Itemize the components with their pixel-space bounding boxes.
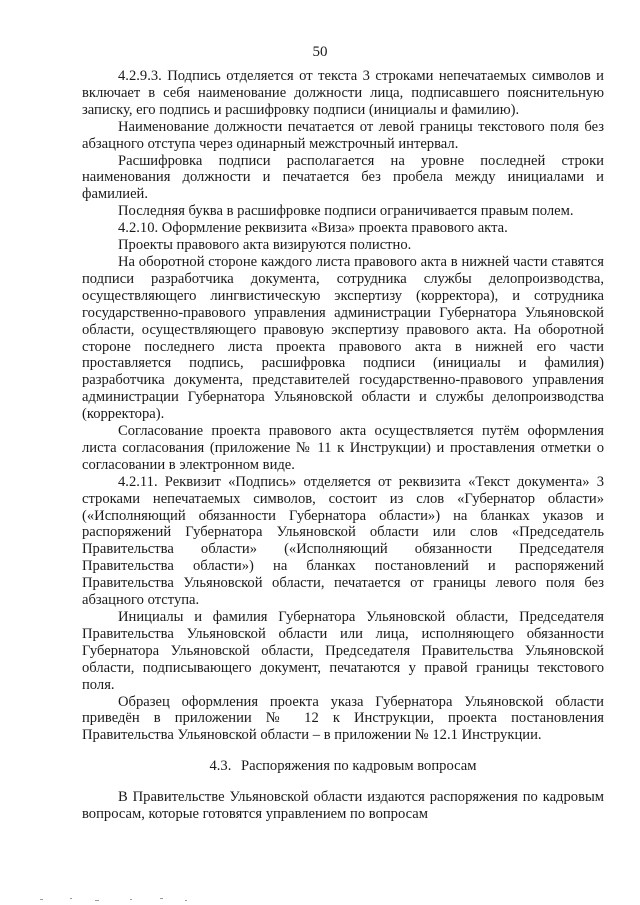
paragraph-4-2-10: 4.2.10. Оформление реквизита «Виза» проекта правового акта. bbox=[118, 220, 508, 237]
paragraph-sample-reference: Образец оформления проекта указа Губернатора Ульяновской области приведён в приложении № 12 к Инструкции, проекта постановления Правительства Ульяновской области – в приложении № 12.1 Инструкции. bbox=[82, 693, 604, 744]
paragraph-initials-surname: Инициалы и фамилия Губернатора Ульяновской области, Председателя Правительства Ульяновской области или лица, исполняющего обязанности Губернатора Ульяновской области, Председателя Правительства Ульяновской области, подписывающего документ, печатаются у правой границы текстового поля. bbox=[82, 609, 604, 693]
paragraph-approval-sheet: Согласование проекта правового акта осуществляется путём оформления листа согласования (приложение № 11 к Инструкции) и проставления отметки о согласовании в электронном виде. bbox=[82, 423, 604, 473]
scan-edge-specks bbox=[0, 893, 640, 905]
section-number: 4.3. bbox=[209, 758, 232, 775]
section-heading bbox=[82, 758, 604, 775]
paragraph-last-letter: Последняя буква в расшифровке подписи ограничивается правым полем. bbox=[118, 203, 574, 220]
section-title: Распоряжения по кадровым вопросам bbox=[241, 758, 477, 775]
page-number: 50 bbox=[312, 44, 328, 60]
paragraph-personnel-orders: В Правительстве Ульяновской области издаются распоряжения по кадровым вопросам, которые готовятся управлением по вопросам bbox=[82, 789, 604, 823]
paragraph-4-2-9-3: 4.2.9.3. Подпись отделяется от текста 3 строками непечатаемых символов и включает в себя наименование должности лица, подписавшего пояснительную записку, его подпись и расшифровку подписи (инициалы и фамилию). bbox=[82, 68, 604, 118]
paragraph-visa-per-sheet: Проекты правового акта визируются полистно. bbox=[118, 237, 412, 254]
paragraph-position-title: Наименование должности печатается от левой границы текстового поля без абзацного отступа через одинарный межстрочный интервал. bbox=[82, 118, 604, 152]
paragraph-4-2-11: 4.2.11. Реквизит «Подпись» отделяется от реквизита «Текст документа» 3 строками непечатаемых символов, состоит из слов «Губернатор области» («Исполняющий обязанности Губернатора области») на бланках указов и распоряжений Губернатора Ульяновской области или слов «Председатель Правительства области» («Исполняющий обязанности Председателя Правительства области») на бланках постановлений и распоряжений Правительства Ульяновской области, печатается от границы левого поля без абзацного отступа. bbox=[82, 473, 604, 609]
paragraph-reverse-side: На оборотной стороне каждого листа правового акта в нижней части ставятся подписи разработчика документа, сотрудника службы делопроизводства, осуществляющего лингвистическую экспертизу (корректора), и сотрудника государственно-правового управления администрации Губернатора Ульяновской области, осуществляющего правовую экспертизу правового акта. На оборотной стороне последнего листа проекта правового акта в нижней его части проставляется подпись, расшифровка подписи (инициалы и фамилия) разработчика документа, представителей государственно-правового управления администрации Губернатора Ульяновской области и службы делопроизводства (корректора). bbox=[82, 253, 604, 423]
document-body bbox=[82, 68, 604, 823]
paragraph-signature-decoding: Расшифровка подписи располагается на уровне последней строки наименования должности и печатается без пробела между инициалами и фамилией. bbox=[82, 152, 604, 203]
